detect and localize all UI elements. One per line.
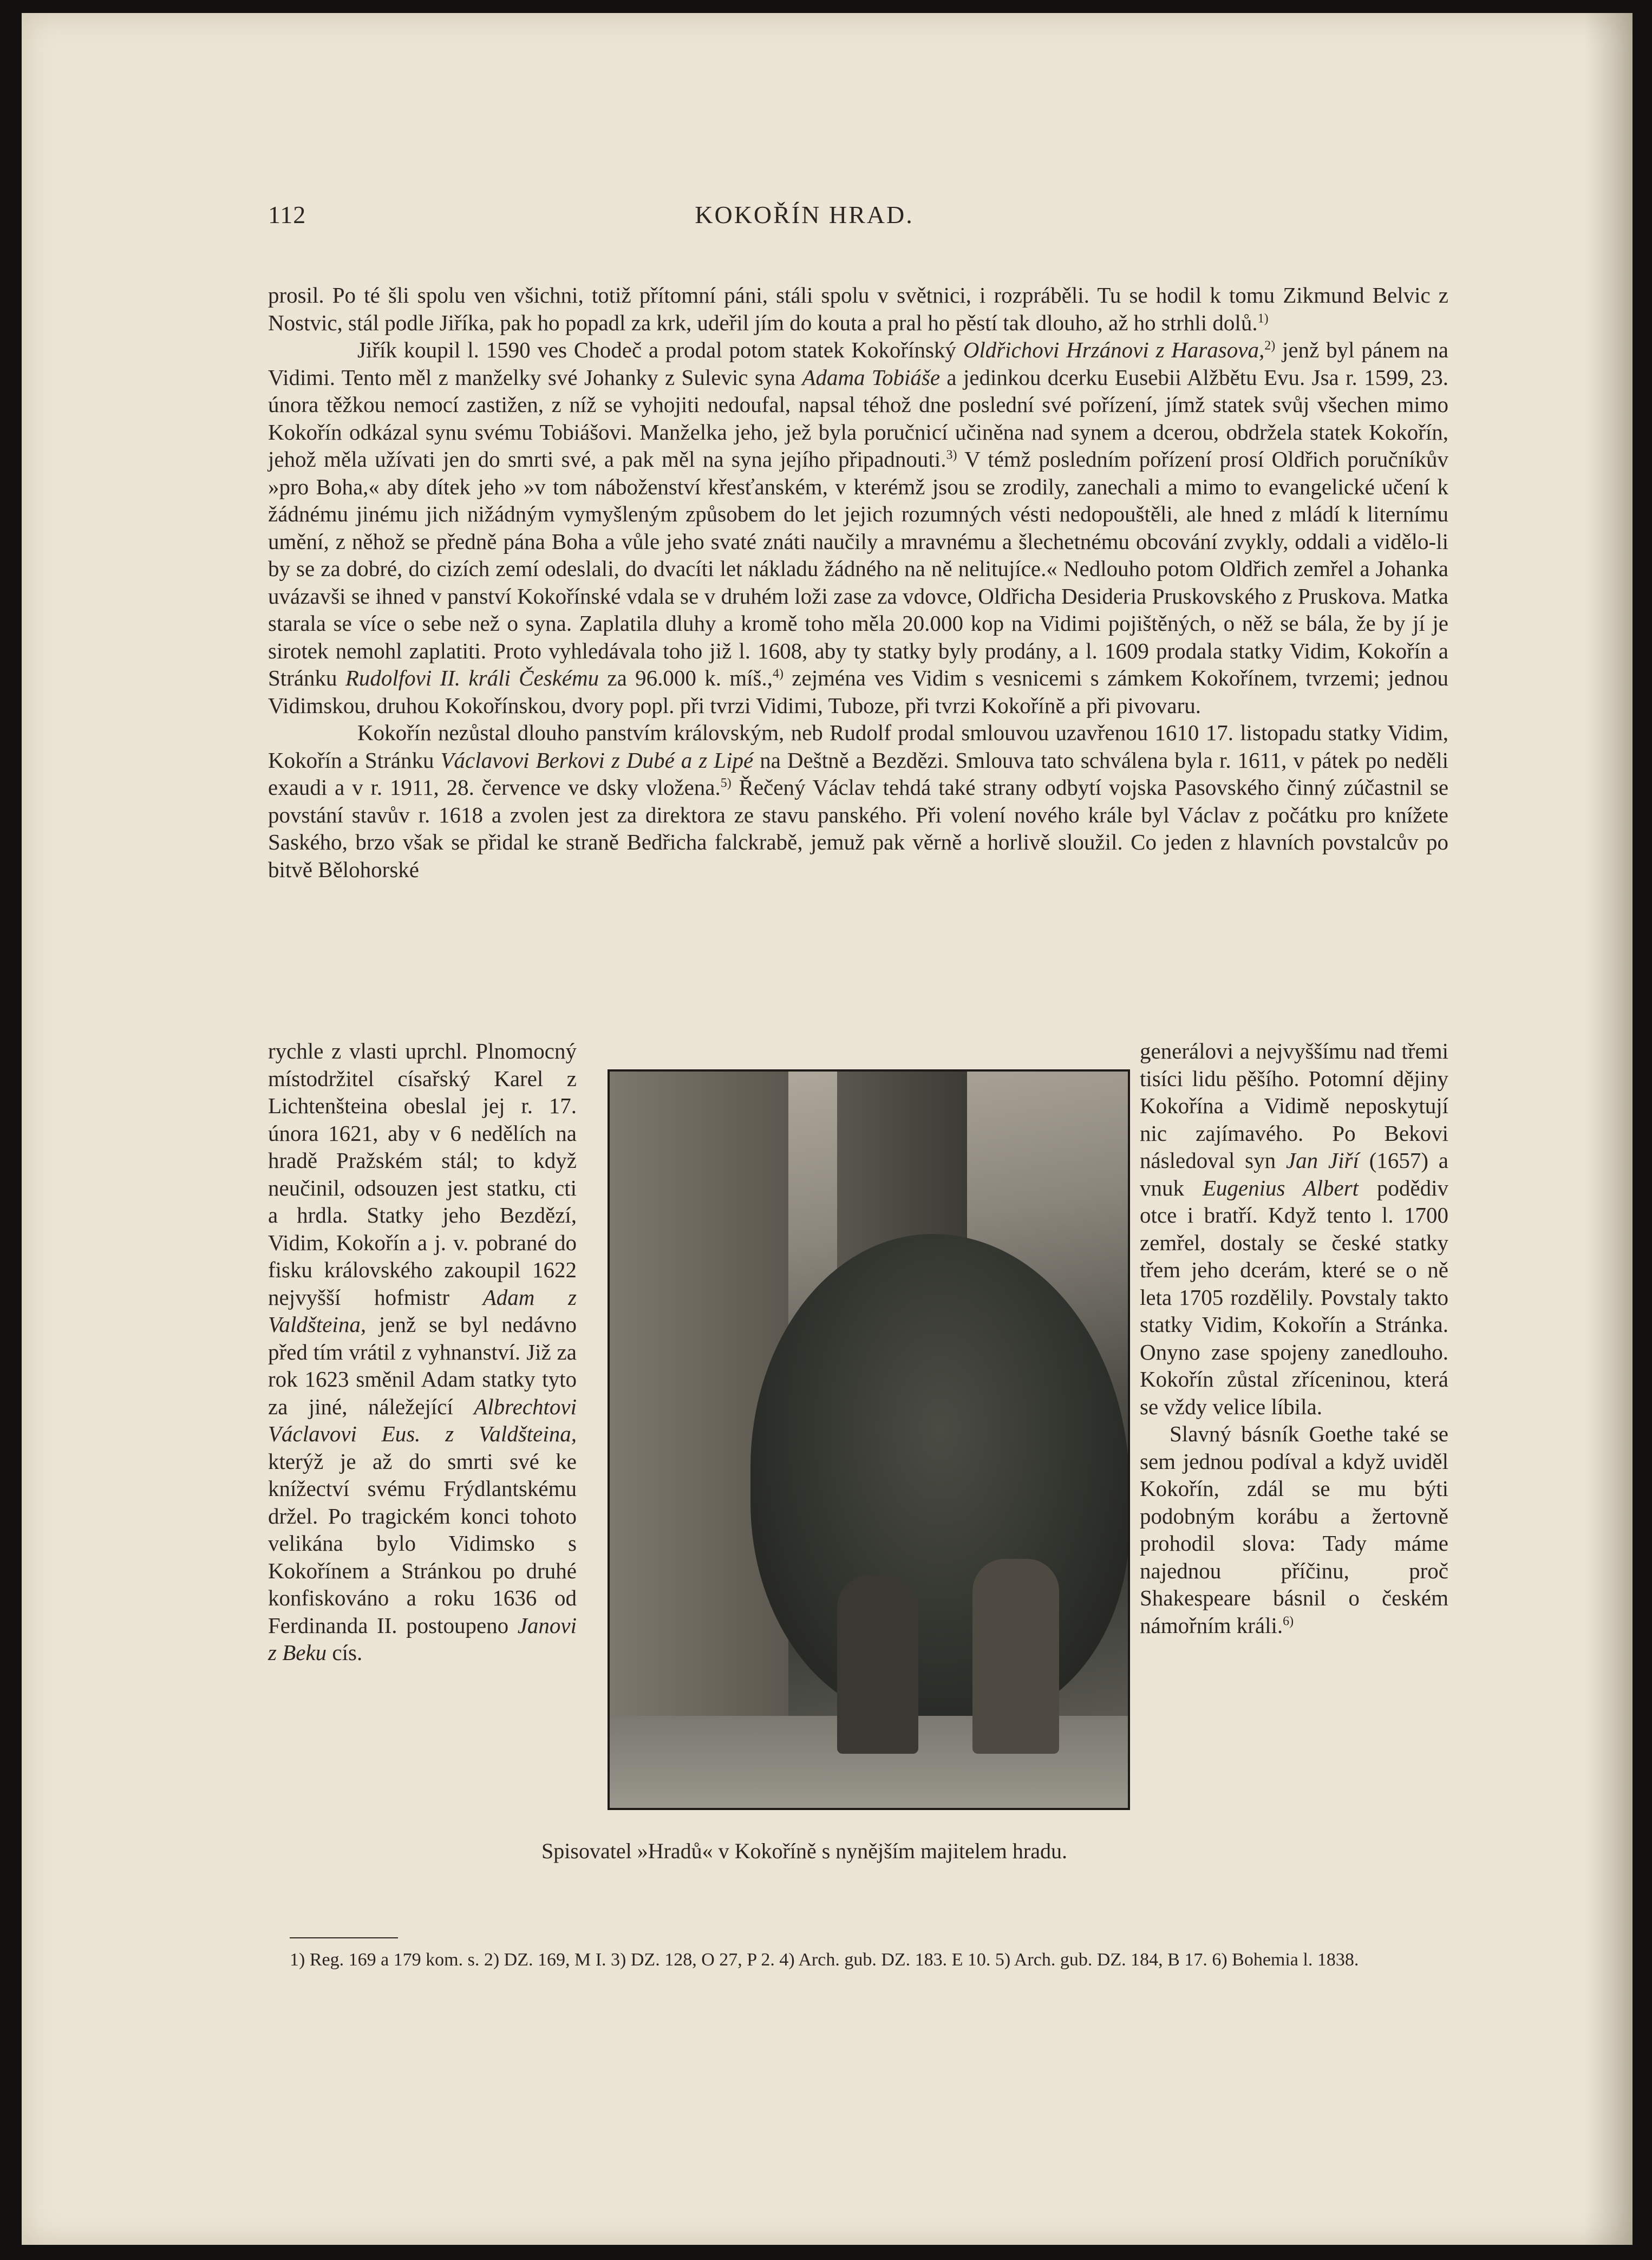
photo-figure-right	[972, 1559, 1059, 1754]
paragraph-1: prosil. Po té šli spolu ven všichni, totiž přítomní páni, stáli spolu v světnici, i rozpráběli. Tu se hodil k tomu Zikmund Belvic z Nostvic, stál podle Jiříka, pak ho popadl za krk, udeřil jím do kouta a pral ho pěstí tak dlouho, až ho strhli dolů.$^{1)}$	[268, 283, 1448, 335]
photo-tree	[750, 1234, 1129, 1721]
photo-figure-left	[837, 1575, 918, 1754]
photograph	[608, 1069, 1130, 1810]
main-text	[268, 282, 1448, 883]
right-column-paragraph-1: generálovi a nejvyššímu nad třemi tisíci lidu pěšího. Potomní dějiny Kokořína a Vidimě neposkytují nic zajímavého. Po Bekovi následoval syn Jan Jiří (1657) a vnuk Eugenius Albert podědiv otce i bratří. Když tento l. 1700 zemřel, dostaly se české statky třem jeho dcerám, které se o ně leta 1705 rozdělily. Povstaly takto statky Vidim, Kokořín a Stránka. Onyno zase spojeny zanedlouho. Kokořín zůstal zříceninou, která se vždy velice líbila.	[1140, 1038, 1449, 1419]
running-head: KOKOŘÍN HRAD.	[695, 201, 914, 228]
left-column-text	[268, 1037, 577, 1667]
footnote-rule	[290, 1937, 398, 1938]
paragraph-2: Jiřík koupil l. 1590 ves Chodeč a prodal potom statek Kokořínský Oldřichovi Hrzánovi z Harasova,$^{2)}$ jenž byl pánem na Vidimi. Tento měl z manželky své Johanky z Sulevic syna Adama Tobiáše a jedinkou dcerku Eusebii Alžbětu Evu. Jsa r. 1599, 23. února těžkou nemocí zastižen, z níž se vyhojiti nedoufal, napsal téhož dne poslední své pořízení, jímž statek svůj všechen mimo Kokořín odkázal synu svému Tobiášovi. Manželka jeho, jež byla poručnicí učiněna nad synem a dcerou, obdržela statek Kokořín, jehož měla užívati jen do smrti své, a pak měl na syna jejího připadnouti.$^{3)}$ V témž posledním pořízení prosí Oldřich poručníkův »pro Boha,« aby dítek jeho »v tom náboženství křesťanském, v kterémž jsou se zrodily, zanechali a mimo to evangelické učení k žádnému jinému jich nižádným vymyšleným způsobem do let jejich rozumných vésti nedopouštěli, ale hned z mládí k liternímu umění, z něhož se předně pána Boha a vůle jeho svaté znáti naučily a mravnému a šlechetnému obcování zvykly, oddali a vidělo-li by se za dobré, do cizích zemí odeslali, do dvacíti let nákladu žádného na ně nelitujíce.« Nedlouho potom Oldřich zemřel a Johanka uvázavši se ihned v panství Kokořínské vdala se v druhém loži zase za vdovce, Oldřicha Desideria Pruskovského z Pruskova. Matka starala se více o sebe než o syna. Zaplatila dluhy a kromě toho měla 20.000 kop na Vidimi pojištěných, o něž se bála, že by jí je sirotek nemohl zaplatiti. Proto vyhledávala toho již l. 1608, aby ty statky byly prodány, a l. 1609 prodala statky Vidim, Kokořín a Stránku Rudolfovi II. králi Českému za 96.000 k. míš.,$^{4)}$ zejména ves Vidim s vesnicemi s zámkem Kokořínem, tvrzemi; jednou Vidimskou, druhou Kokořínskou, dvory popl. při tvrzi Vidimi, Tuboze, při tvrzi Kokořínĕ a při pivovaru.	[268, 337, 1449, 718]
right-column-paragraph-2: Slavný básník Goethe také se sem jednou podíval a když uviděl Kokořín, zdál se mu býti podobným korábu a žertovně prohodil slova: Tady máme najednou příčinu, proč Shakespeare básnil o českém námořním králi.$^{6)}$	[1140, 1421, 1448, 1638]
footnotes: 1) Reg. 169 a 179 kom. s. 2) DZ. 169, M I. 3) DZ. 128, O 27, P 2. 4) Arch. gub. DZ. 183. E 10. 5) Arch. gub. DZ. 184, B 17. 6) Bohemia l. 1838.	[290, 1950, 1359, 1970]
page-number: 112	[268, 201, 306, 228]
paragraph-3: Kokořín nezůstal dlouho panstvím královským, neb Rudolf prodal smlouvou uzavřenou 1610 17. listopadu statky Vidim, Kokořín a Stránku Václavovi Berkovi z Dubé a z Lipé na Deštně a Bezdězi. Smlouva tato schválena byla r. 1611, v pátek po neděli exaudi a v r. 1911, 28. července ve dsky vložena.$^{5)}$ Řečený Václav tehdá také strany odbytí vojska Pasovského činný zúčastnil se povstání stavův r. 1618 a zvolen jest za direktora ze stavu panského. Při volení nového krále byl Václav z počátku pro knížete Saského, brzo však se přidal ke straně Bedřicha falckrabě, jemuž pak věrně a horlivě sloužil. Co jeden z hlavních povstalcův po bitvě Bělohorské	[268, 720, 1449, 882]
figure-caption: Spisovatel »Hradů« v Kokoříně s nynějším majitelem hradu.	[541, 1839, 1067, 1863]
right-column-text	[1140, 1037, 1448, 1639]
page-edge-shadow	[1584, 13, 1633, 2245]
left-column-paragraph: rychle z vlasti uprchl. Plnomocný místodržitel císařský Karel z Lichtenšteina obeslal jej r. 17. února 1621, aby v 6 nedělích na hradě Pražském stál; to když neučinil, odsouzen jest statku, cti a hrdla. Statky jeho Bezdězí, Vidim, Kokořín a j. v. pobrané do fisku královského zakoupil 1622 nejvyšší hofmistr Adam z Valdšteina, jenž se byl nedávno před tím vrátil z vyhnanství. Již za rok 1623 směnil Adam statky tyto za jiné, náležející Albrechtovi Václavovi Eus. z Valdšteina, kterýž je až do smrti své ke knížectví svému Frýdlantskému držel. Po tragickém konci tohoto velikána bylo Vidimsko s Kokořínem a Stránkou po druhé konfiskováno a roku 1636 od Ferdinanda II. postoupeno Janovi z Beku cís.	[268, 1038, 577, 1665]
